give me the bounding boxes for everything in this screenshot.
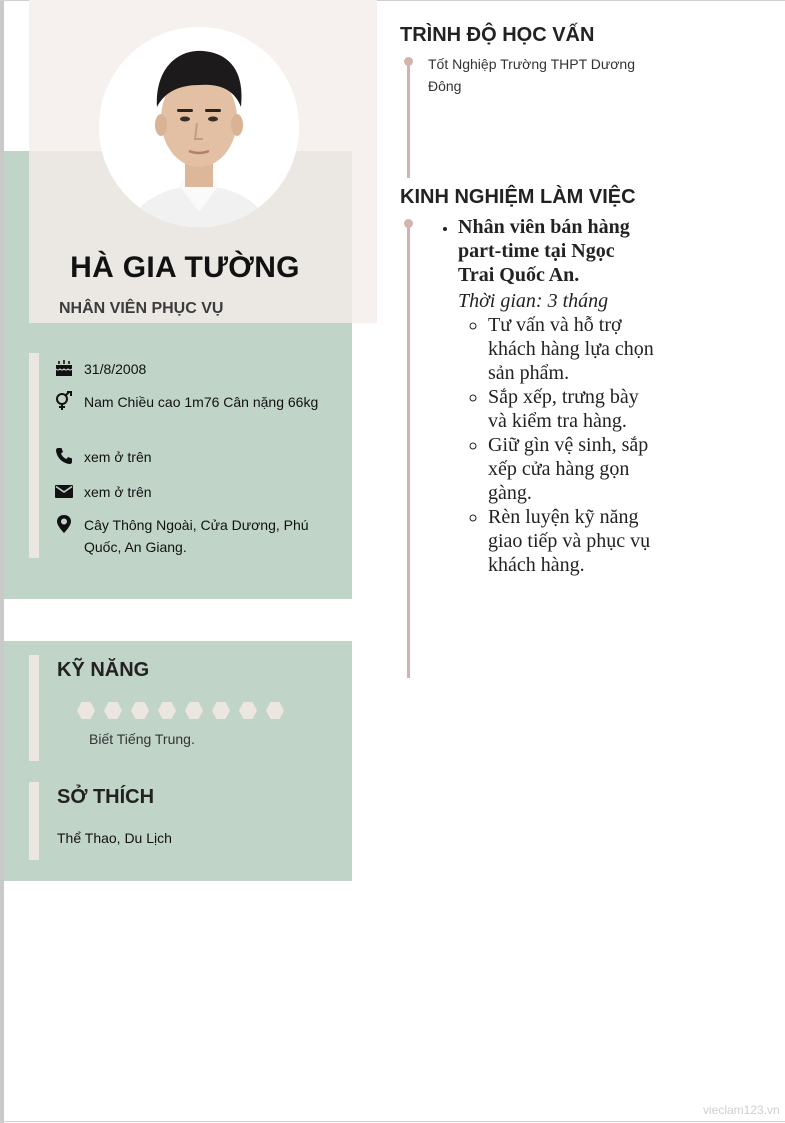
info-address xyxy=(54,514,324,558)
education-heading: TRÌNH ĐỘ HỌC VẤN xyxy=(400,24,595,46)
gender-icon xyxy=(54,391,74,411)
skill-item: Biết Tiếng Trung. xyxy=(89,731,195,747)
info-accent-bar xyxy=(29,353,39,558)
phone-text: xem ở trên xyxy=(84,449,152,465)
experience-timeline-dot xyxy=(404,219,413,228)
education-timeline-dot xyxy=(404,57,413,66)
hobbies-heading: SỞ THÍCH xyxy=(57,786,155,808)
experience-entry xyxy=(434,215,654,577)
skills-accent-bar xyxy=(29,655,39,761)
experience-heading: KINH NGHIỆM LÀM VIỆC xyxy=(400,186,636,208)
page-border-bottom xyxy=(0,1121,785,1122)
email-text: xem ở trên xyxy=(84,484,152,500)
skill-level-hex xyxy=(104,702,122,719)
experience-item xyxy=(458,215,654,577)
birthday-cake-icon xyxy=(54,358,74,378)
skill-level-rating xyxy=(77,702,284,719)
experience-job-title: Nhân viên bán hàng part-time tại Ngọc Trai Quốc An. xyxy=(458,216,630,286)
address-text: Cây Thông Ngoài, Cửa Dương, Phú Quốc, An Giang. xyxy=(84,517,309,555)
phone-icon xyxy=(54,446,74,466)
info-birthday xyxy=(54,358,324,380)
duty-item: ◦ Tư vấn và hỗ trợ khách hàng lựa chọn sản phẩm. xyxy=(488,313,654,385)
skill-level-hex xyxy=(266,702,284,719)
info-phone xyxy=(54,446,324,468)
duty-item: ◦ Sắp xếp, trưng bày và kiểm tra hàng. xyxy=(488,385,654,433)
skill-level-hex xyxy=(131,702,149,719)
skills-heading: KỸ NĂNG xyxy=(57,659,150,681)
hobby-accent-bar xyxy=(29,782,39,860)
duty-item: ◦ Giữ gìn vệ sinh, sắp xếp cửa hàng gọn gàng. xyxy=(488,433,654,505)
education-timeline-line xyxy=(407,60,410,178)
info-gender-body xyxy=(54,391,324,413)
birthday-text: 31/8/2008 xyxy=(84,361,147,377)
location-icon xyxy=(54,514,74,534)
watermark: vieclam123.vn xyxy=(703,1103,780,1117)
skill-level-hex xyxy=(239,702,257,719)
experience-timeline-line xyxy=(407,222,410,678)
avatar xyxy=(99,27,299,227)
education-text: Tốt Nghiệp Trường THPT Dương Đông xyxy=(428,56,635,94)
experience-period: Thời gian: 3 tháng xyxy=(458,290,609,312)
gender-body-text: Nam Chiều cao 1m76 Cân nặng 66kg xyxy=(84,394,319,410)
email-icon xyxy=(54,481,74,501)
hobbies-text: Thể Thao, Du Lịch xyxy=(57,830,172,846)
candidate-name: HÀ GIA TƯỜNG xyxy=(70,251,300,284)
info-email xyxy=(54,481,324,503)
experience-list xyxy=(434,215,654,577)
skill-level-hex xyxy=(185,702,203,719)
skill-level-hex xyxy=(212,702,230,719)
experience-duties xyxy=(458,313,654,577)
job-title: NHÂN VIÊN PHỤC VỤ xyxy=(59,300,224,317)
duty-item: ◦ Rèn luyện kỹ năng giao tiếp và phục vụ khách hàng. xyxy=(488,505,654,577)
skill-level-hex xyxy=(77,702,95,719)
skill-level-hex xyxy=(158,702,176,719)
